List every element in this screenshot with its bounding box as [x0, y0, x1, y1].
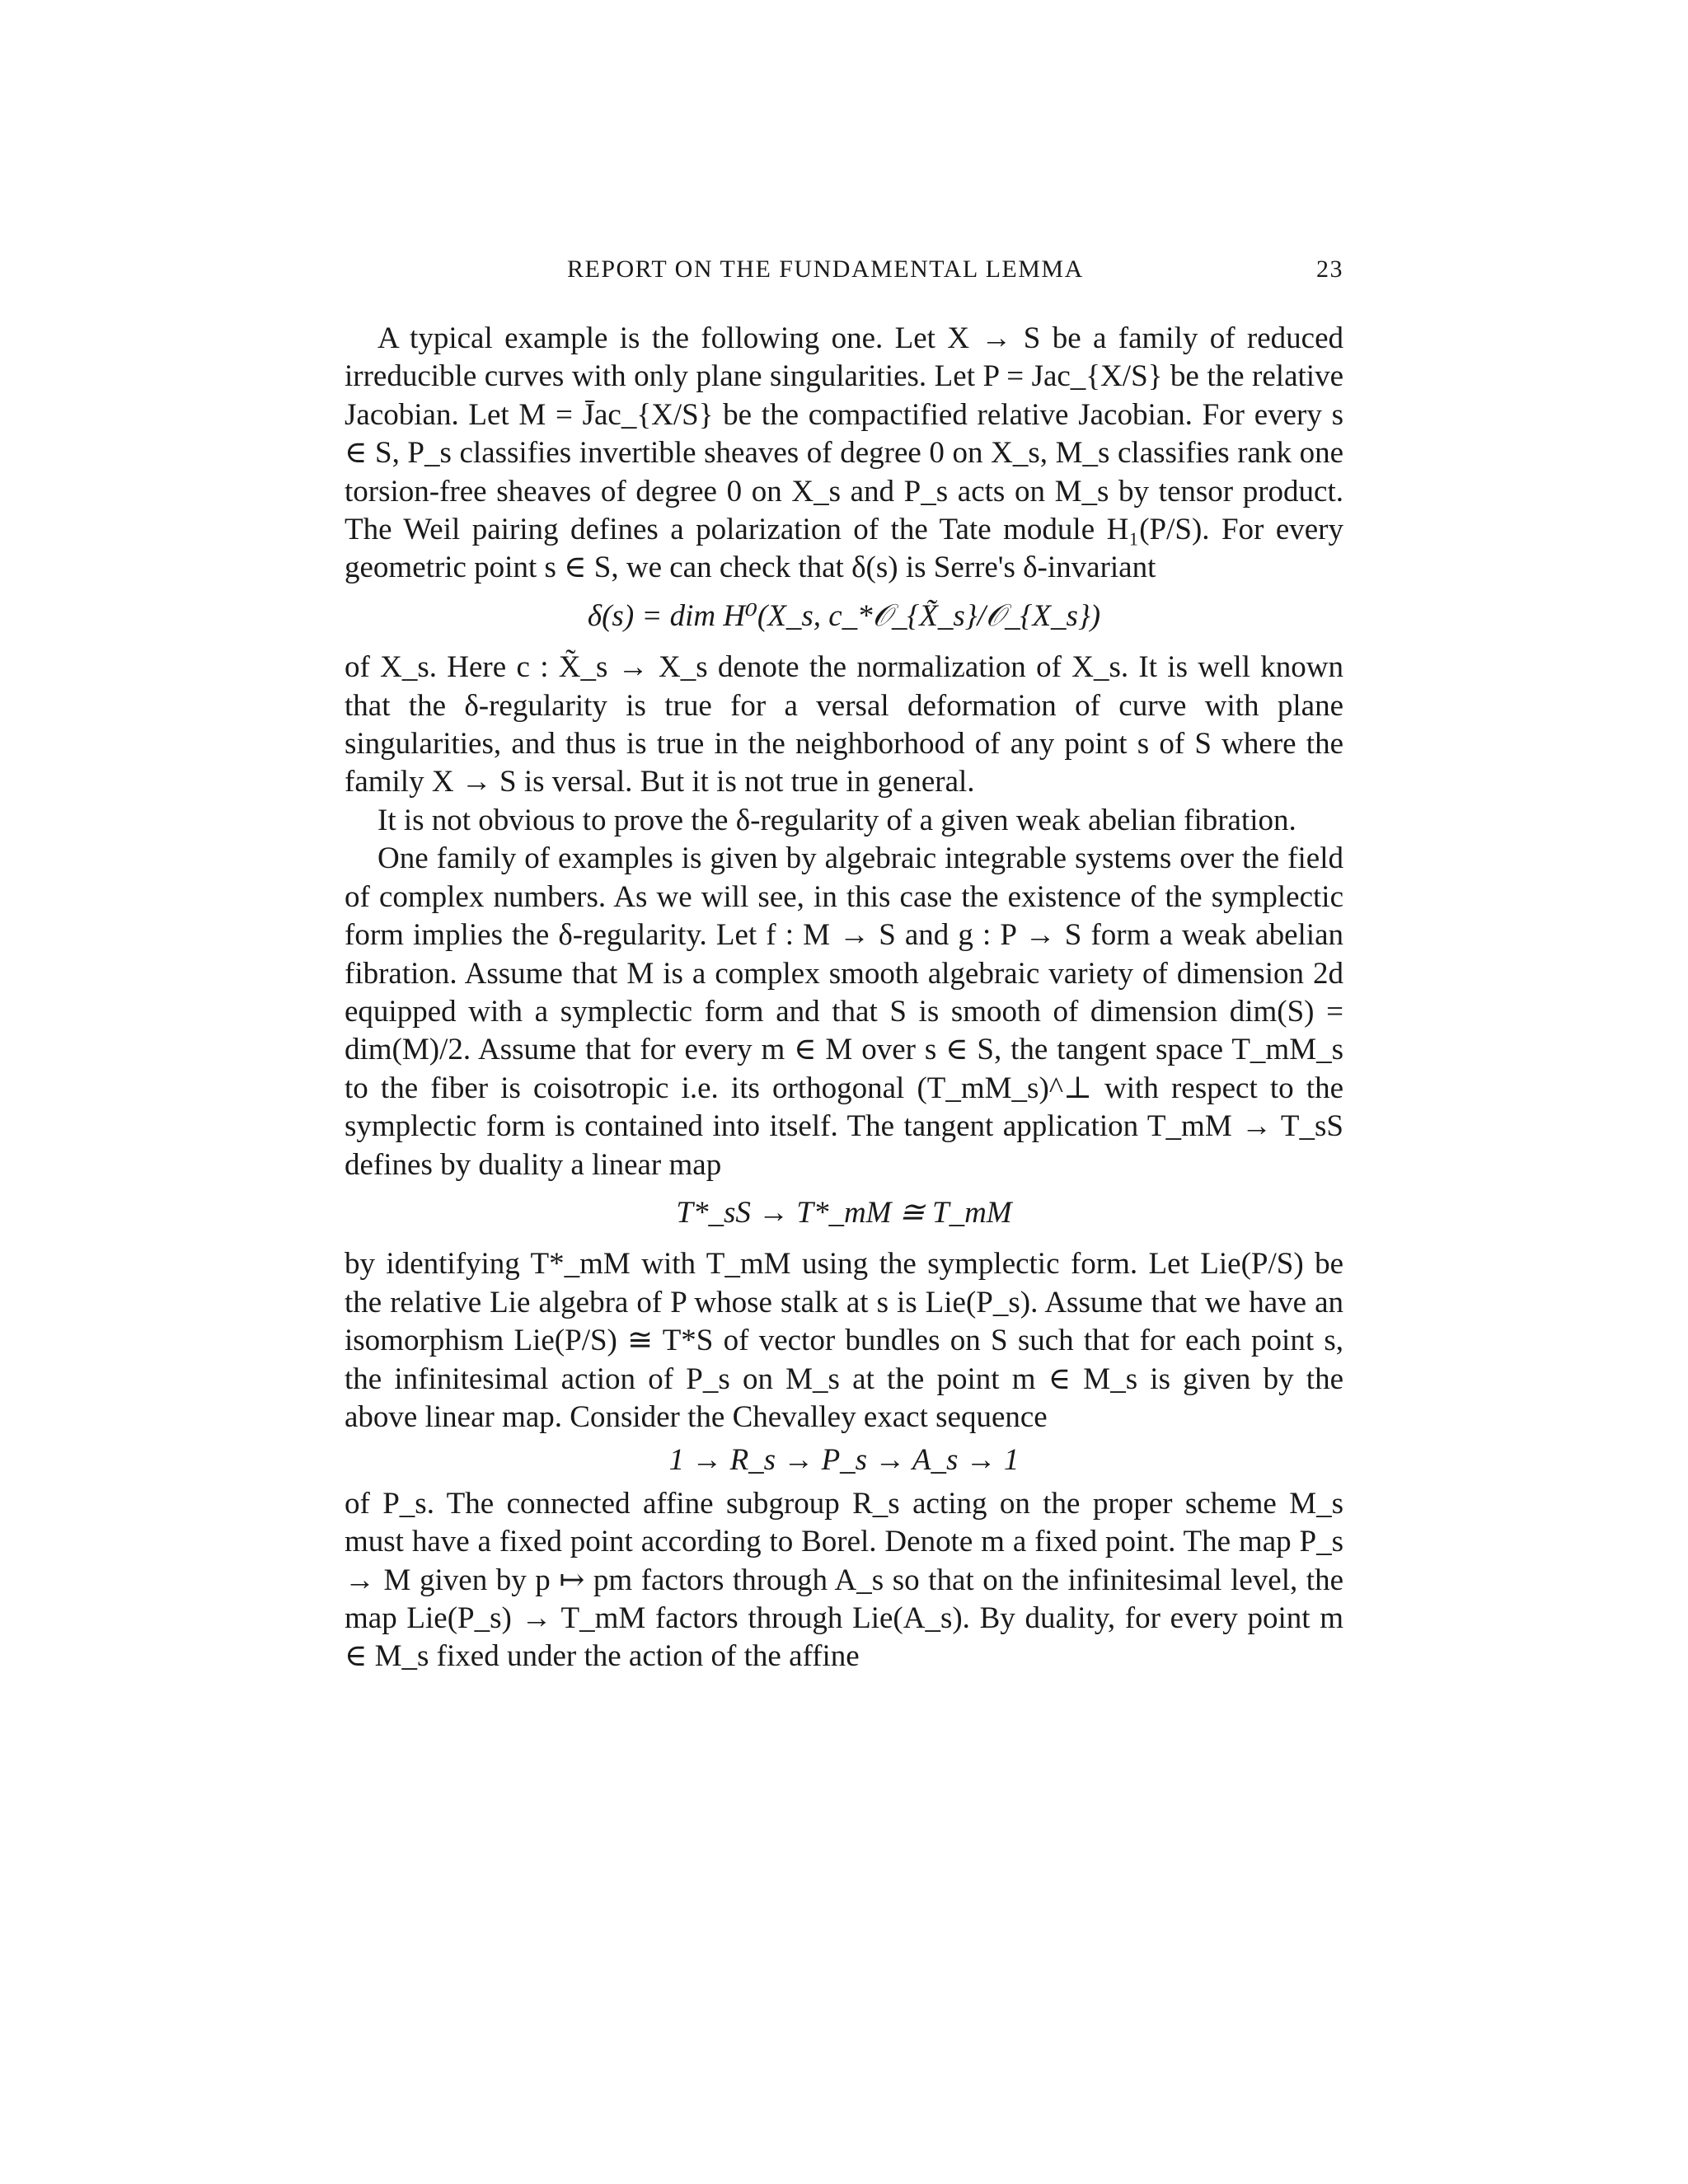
page — [345, 247, 1343, 1676]
display-equation: 1 → R_s → P_s → A_s → 1 — [668, 1443, 1020, 1478]
paragraph: One family of examples is given by algebraic integrable systems over the field of complex numbers. As we will see, in this case the existence of the symplectic form implies the δ-regularity. Let f : M → S and g : P → S form a weak abelian fibration. Assume that M is a complex smooth algebraic variety of dimension 2d equipped with a symplectic form and that S is smooth of dimension dim(S) = dim(M)/2. Assume that for every m ∈ M over s ∈ S, the tangent space T_mM_s to the fiber is coisotropic i.e. its orthogonal (T_mM_s)^⊥ with respect to the symplectic form is contained into itself. The tangent application T_mM → T_sS defines by duality a linear map — [345, 841, 1343, 1182]
running-header — [345, 247, 1343, 297]
page-number: 23 — [1316, 255, 1343, 283]
display-equation: δ(s) = dim H⁰(X_s, c_*𝒪_{X̃_s}/𝒪_{X_s}) — [587, 598, 1101, 633]
paragraph: of P_s. The connected affine subgroup R_s acting on the proper scheme M_s must have a fixed point according to Borel. Denote m a fixed point. The map P_s → M given by p ↦ pm factors through A_s so that on the infinitesimal level, the map Lie(P_s) → T_mM factors through Lie(A_s). By duality, for every point m ∈ M_s fixed under the action of the affine — [345, 1486, 1343, 1674]
display-equation: T*_sS → T*_mM ≅ T_mM — [676, 1195, 1012, 1230]
paragraph: A typical example is the following one. Let X → S be a family of reduced irreducible curves with only plane singularities. Let P = Jac_{X/S} be the relative Jacobian. Let M = J̄ac_{X/S} be the compactified relative Jacobian. For every s ∈ S, P_s classifies invertible sheaves of degree 0 on X_s, M_s classifies rank one torsion-free sheaves of degree 0 on X_s and P_s acts on M_s by tensor product. The Weil pairing defines a polarization of the Tate module H₁(P/S). For every geometric point s ∈ S, we can check that δ(s) is Serre's δ-invariant — [345, 321, 1343, 585]
paragraph: of X_s. Here c : X̃_s → X_s denote the normalization of X_s. It is well known that the δ-regularity is true for a versal deformation of curve with plane singularities, and thus is true in the neighborhood of any point s of S where the family X → S is versal. But it is not true in general. — [345, 650, 1343, 799]
paragraph: It is not obvious to prove the δ-regularity of a given weak abelian fibration. — [377, 803, 1296, 837]
body-text — [345, 320, 1343, 1676]
paragraph: by identifying T*_mM with T_mM using the symplectic form. Let Lie(P/S) be the relative Lie algebra of P whose stalk at s is Lie(P_s). Assume that we have an isomorphism Lie(P/S) ≅ T*S of vector bundles on S such that for each point s, the infinitesimal action of P_s on M_s at the point m ∈ M_s is given by the above linear map. Consider the Chevalley exact sequence — [345, 1247, 1343, 1434]
running-title: REPORT ON THE FUNDAMENTAL LEMMA — [567, 255, 1084, 283]
